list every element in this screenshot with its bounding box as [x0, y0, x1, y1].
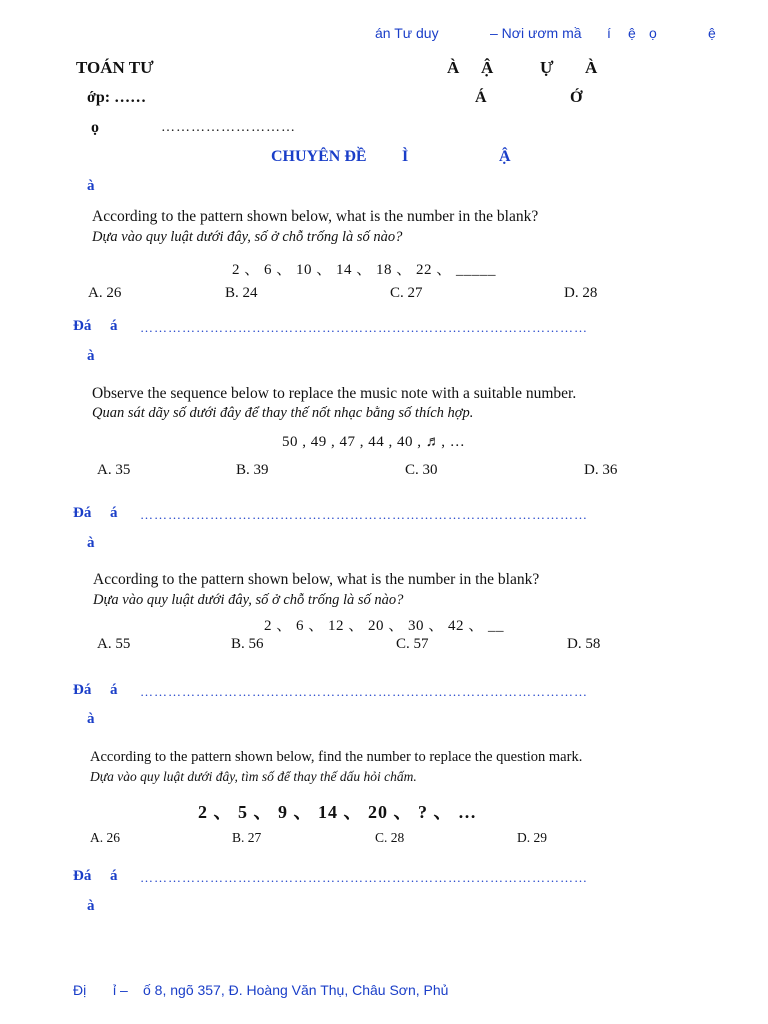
header-brand: án Tư duy: [375, 25, 439, 41]
answer-label-fragment: á: [110, 682, 118, 698]
option-b: B. 24: [225, 285, 258, 301]
answer-label: Đá: [73, 682, 92, 698]
footer-address: ố 8, ngõ 357, Đ. Hoàng Văn Thụ, Châu Sơn, Phủ: [143, 982, 449, 998]
option-b: B. 56: [231, 636, 264, 652]
title-fragment-3: Ự: [540, 58, 554, 77]
class-fragment-1: Á: [475, 89, 487, 106]
question-marker: à: [87, 898, 95, 914]
option-c: C. 28: [375, 830, 405, 845]
answer-label-fragment: á: [110, 505, 118, 521]
header-fragment-4: ệ: [708, 25, 716, 41]
option-a: A. 55: [97, 636, 131, 652]
option-b: B. 27: [232, 830, 262, 845]
answer-line[interactable]: ……………………………………………………………………………………: [140, 507, 588, 522]
name-label: ọ: [91, 119, 99, 136]
title-fragment-2: Ậ: [481, 58, 494, 77]
option-d: D. 58: [567, 636, 601, 652]
option-c: C. 27: [390, 285, 423, 301]
question-text-vi: Dựa vào quy luật dưới đây, số ở chỗ trống là số nào?: [93, 592, 404, 608]
header-fragment-2: ệ: [628, 25, 636, 41]
question-text-en: Observe the sequence below to replace the music note with a suitable number.: [92, 385, 577, 402]
topic-fragment-2: Ậ: [499, 148, 511, 165]
answer-label: Đá: [73, 868, 92, 884]
answer-label-fragment: á: [110, 868, 118, 884]
topic-fragment-1: Ì: [402, 148, 409, 165]
question-text-en: According to the pattern shown below, what is the number in the blank?: [93, 571, 540, 588]
header-fragment-3: ọ: [649, 25, 657, 41]
answer-label: Đá: [73, 318, 92, 334]
option-b: B. 39: [236, 462, 269, 478]
answer-line[interactable]: ……………………………………………………………………………………: [140, 684, 588, 699]
question-marker: à: [87, 178, 95, 194]
number-sequence: 2 、 6 、 10 、 14 、 18 、 22 、 _____: [232, 262, 497, 278]
question-text-vi: Quan sát dãy số dưới đây để thay thế nốt nhạc bằng số thích hợp.: [92, 405, 474, 421]
option-c: C. 57: [396, 636, 429, 652]
question-marker: à: [87, 348, 95, 364]
header-slogan: – Nơi ươm mầ: [490, 25, 582, 41]
footer-address-label: Đị: [73, 982, 87, 998]
number-sequence: 2 、 6 、 12 、 20 、 30 、 42 、 __: [264, 618, 505, 634]
number-sequence: 50 , 49 , 47 , 44 , 40 , ♬, …: [282, 434, 466, 450]
option-d: D. 36: [584, 462, 618, 478]
question-text-vi: Dựa vào quy luật dưới đây, tìm số để thay thế dấu hỏi chấm.: [90, 769, 417, 784]
class-fragment-2: Ớ: [570, 89, 583, 106]
answer-line[interactable]: ……………………………………………………………………………………: [140, 870, 588, 885]
option-c: C. 30: [405, 462, 438, 478]
name-field-dots: ………………………: [161, 120, 296, 135]
answer-label: Đá: [73, 505, 92, 521]
class-field: ớp: ……: [87, 89, 147, 106]
question-text-en: According to the pattern shown below, what is the number in the blank?: [92, 208, 539, 225]
header-fragment-1: í: [607, 25, 611, 41]
answer-label-fragment: á: [110, 318, 118, 334]
question-marker: à: [87, 711, 95, 727]
option-d: D. 28: [564, 285, 598, 301]
option-a: A. 35: [97, 462, 131, 478]
number-sequence: 2 、 5 、 9 、 14 、 20 、 ? 、 …: [198, 802, 477, 822]
question-marker: à: [87, 535, 95, 551]
footer-address-fragment: ỉ –: [113, 982, 128, 998]
option-a: A. 26: [88, 285, 122, 301]
option-a: A. 26: [90, 830, 120, 845]
worksheet-title: TOÁN TƯ: [76, 58, 154, 77]
title-fragment-1: À: [447, 58, 460, 77]
title-fragment-4: À: [585, 58, 598, 77]
option-d: D. 29: [517, 830, 547, 845]
answer-line[interactable]: ……………………………………………………………………………………: [140, 320, 588, 335]
topic-title: CHUYÊN ĐỀ: [271, 148, 367, 165]
question-text-en: According to the pattern shown below, find the number to replace the question mark.: [90, 749, 583, 765]
question-text-vi: Dựa vào quy luật dưới đây, số ở chỗ trống là số nào?: [92, 229, 403, 245]
